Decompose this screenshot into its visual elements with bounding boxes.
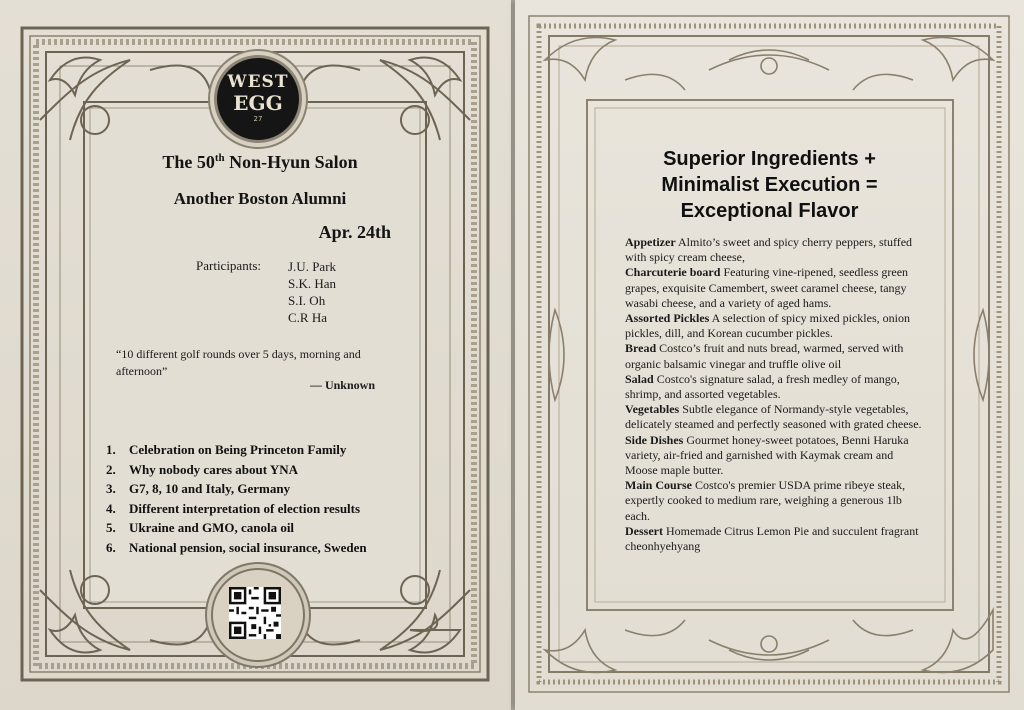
menu-item-salad: Salad Costco's signature salad, a fresh medley of mango, shrimp, and assorted vegetables. (625, 371, 900, 402)
topic-item: 2. Why nobody cares about YNA (106, 461, 299, 477)
participant: J.U. Park (288, 259, 337, 274)
topic-item: 5. Ukraine and GMO, canola oil (106, 520, 295, 535)
menu-item-appetizer: Appetizer Almito’s sweet and spicy cherry peppers, stuffed with spicy cream cheese, (625, 235, 913, 265)
dinner-menu-card (515, 0, 1024, 710)
salon-title: The 50th Non-Hyun Salon (162, 152, 358, 172)
participant: S.K. Han (288, 276, 337, 291)
event-date: Apr. 24th (318, 222, 391, 242)
participant: C.R Ha (288, 310, 327, 325)
salon-invitation-card (0, 0, 511, 710)
quote-author: — Unknown (309, 378, 375, 392)
menu-item-side-dishes: Side Dishes Gourmet honey-sweet potatoes, Benni Haruka variety, air-fried and garnished with Kaymak cream and Moose maple butter. (625, 432, 909, 478)
menu-list (625, 235, 925, 554)
topic-item: 3. G7, 8, 10 and Italy, Germany (106, 481, 291, 496)
qr-code-icon[interactable] (229, 587, 281, 639)
menu-item-main-course: Main Course Costco's premier USDA prime ribeye steak, expertly cooked to medium rare, weighing a generous 1lb each. (625, 478, 906, 523)
west-egg-logo: WEST EGG 27 (214, 55, 302, 143)
menu-item-pickles: Assorted Pickles A selection of spicy mixed pickles, onion pickles, dill, and Korean cucumber pickles. (625, 311, 910, 341)
participants-list (288, 258, 336, 326)
quote-text: “10 different golf rounds over 5 days, morning and afternoon” (116, 347, 361, 378)
menu-headline: Superior Ingredients + Minimalist Execution = Exceptional Flavor (661, 148, 878, 222)
participants-label: Participants: (196, 258, 261, 273)
topic-item: 1. Celebration on Being Princeton Family (106, 442, 347, 457)
menu-item-dessert: Dessert Homemade Citrus Lemon Pie and succulent fragrant cheonhyehyang (625, 523, 919, 554)
menu-item-charcuterie: Charcuterie board Featuring vine-ripened, seedless green grapes, exquisite Camembert, sweet caramel cheese, tangy wasabi cheese, and a variety of aged hams. (625, 265, 909, 310)
topic-item: 6. National pension, social insurance, Sweden (106, 539, 367, 555)
menu-item-bread: Bread Costco’s fruit and nuts bread, warmed, served with organic balsamic vinegar and truffle olive oil (625, 341, 904, 371)
participant: S.I. Oh (288, 293, 326, 308)
topic-item: 4. Different interpretation of election results (106, 500, 361, 516)
menu-item-vegetables: Vegetables Subtle elegance of Normandy-style vegetables, delicately steamed and perfectly seasoned with grated cheese. (625, 402, 922, 432)
salon-subtitle: Another Boston Alumni (173, 189, 347, 208)
topics-list (106, 440, 367, 557)
